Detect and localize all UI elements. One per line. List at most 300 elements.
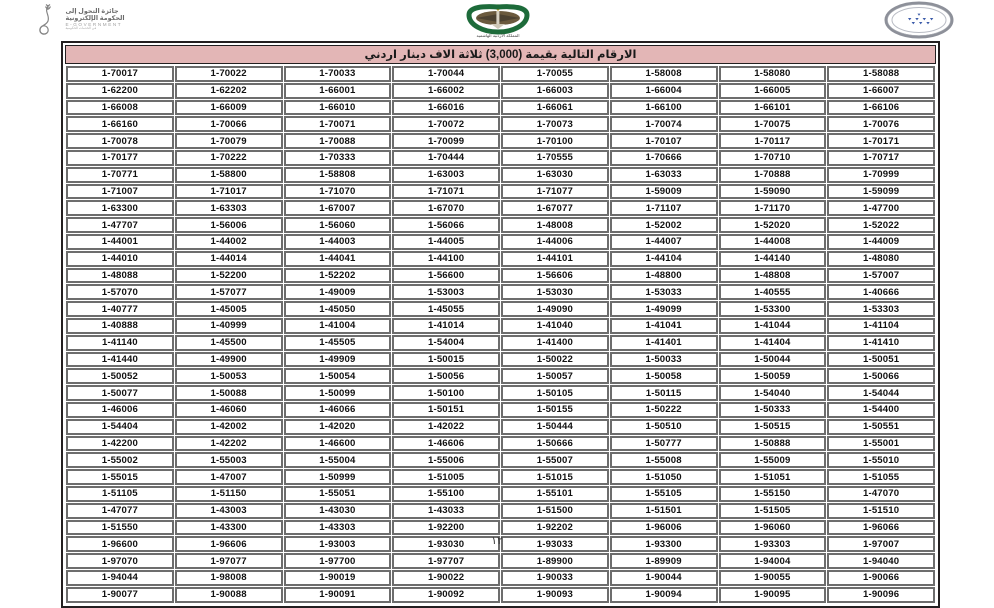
prize-number-cell: 1-50151 bbox=[392, 402, 500, 418]
prize-number-cell: 1-90088 bbox=[175, 587, 283, 603]
prize-number-cell: 1-47007 bbox=[175, 469, 283, 485]
prize-number-cell: 1-44009 bbox=[827, 234, 935, 250]
prize-number-cell: 1-50888 bbox=[719, 436, 827, 452]
jordan-coat-of-arms bbox=[452, 1, 544, 39]
prize-number-cell: 1-54040 bbox=[719, 385, 827, 401]
prize-number-cell: 1-90092 bbox=[392, 587, 500, 603]
prize-number-cell: 1-90022 bbox=[392, 570, 500, 586]
prize-number-cell: 1-70771 bbox=[66, 167, 174, 183]
prize-number-cell: 1-67077 bbox=[501, 200, 609, 216]
prize-number-cell: 1-66010 bbox=[284, 100, 392, 116]
prize-number-cell: 1-97700 bbox=[284, 553, 392, 569]
prize-number-cell: 1-45505 bbox=[284, 335, 392, 351]
prize-number-cell: 1-70888 bbox=[719, 167, 827, 183]
table-row bbox=[66, 251, 935, 267]
prize-number-cell: 1-50044 bbox=[719, 352, 827, 368]
table-row bbox=[66, 452, 935, 468]
prize-number-cell: 1-50053 bbox=[175, 368, 283, 384]
prize-number-cell: 1-66001 bbox=[284, 83, 392, 99]
prize-number-cell: 1-59090 bbox=[719, 184, 827, 200]
prize-number-cell: 1-70717 bbox=[827, 150, 935, 166]
prize-number-cell: 1-50551 bbox=[827, 419, 935, 435]
prize-number-cell: 1-40777 bbox=[66, 301, 174, 317]
prize-number-cell: 1-70710 bbox=[719, 150, 827, 166]
award-logo-line2: الحكومة الإلكترونية bbox=[65, 14, 125, 22]
prize-number-cell: 1-40888 bbox=[66, 318, 174, 334]
prize-number-cell: 1-47700 bbox=[827, 200, 935, 216]
table-title: الارقام التالية بقيمة (3,000) ثلاثة الاف دينار اردني bbox=[65, 45, 936, 64]
prize-number-cell: 1-51550 bbox=[66, 520, 174, 536]
prize-number-cell: 1-42200 bbox=[66, 436, 174, 452]
prize-number-cell: 1-44140 bbox=[719, 251, 827, 267]
prize-number-cell: 1-50077 bbox=[66, 385, 174, 401]
award-swirl-icon bbox=[35, 3, 61, 37]
prize-number-cell: 1-62202 bbox=[175, 83, 283, 99]
prize-number-cell: 1-96066 bbox=[827, 520, 935, 536]
table-row bbox=[66, 335, 935, 351]
prize-number-cell: 1-55051 bbox=[284, 486, 392, 502]
prize-number-cell: 1-97007 bbox=[827, 536, 935, 552]
prize-number-cell: 1-46060 bbox=[175, 402, 283, 418]
prize-number-cell: 1-50777 bbox=[610, 436, 718, 452]
prize-number-cell: 1-55004 bbox=[284, 452, 392, 468]
prize-number-cell: 1-58808 bbox=[284, 167, 392, 183]
prize-number-cell: 1-55008 bbox=[610, 452, 718, 468]
table-row bbox=[66, 301, 935, 317]
table-row bbox=[66, 167, 935, 183]
prize-number-cell: 1-48088 bbox=[66, 268, 174, 284]
prize-number-cell: 1-93303 bbox=[719, 536, 827, 552]
prize-number-cell: 1-55006 bbox=[392, 452, 500, 468]
prize-number-cell: 1-51055 bbox=[827, 469, 935, 485]
prize-number-cell: 1-50066 bbox=[827, 368, 935, 384]
prize-number-cell: 1-96060 bbox=[719, 520, 827, 536]
prize-number-cell: 1-70222 bbox=[175, 150, 283, 166]
prize-number-cell: 1-71170 bbox=[719, 200, 827, 216]
prize-number-cell: 1-71007 bbox=[66, 184, 174, 200]
prize-number-cell: 1-50057 bbox=[501, 368, 609, 384]
prize-number-cell: 1-50054 bbox=[284, 368, 392, 384]
prize-number-cell: 1-45500 bbox=[175, 335, 283, 351]
prize-number-cell: 1-66160 bbox=[66, 116, 174, 132]
prize-number-cell: 1-46600 bbox=[284, 436, 392, 452]
prize-number-cell: 1-54044 bbox=[827, 385, 935, 401]
prize-number-cell: 1-70073 bbox=[501, 116, 609, 132]
prize-number-cell: 1-53003 bbox=[392, 284, 500, 300]
prize-number-cell: 1-94004 bbox=[719, 553, 827, 569]
prize-number-cell: 1-41404 bbox=[719, 335, 827, 351]
table-row bbox=[66, 419, 935, 435]
prize-number-cell: 1-51510 bbox=[827, 503, 935, 519]
prize-number-cell: 1-44104 bbox=[610, 251, 718, 267]
prize-number-cell: 1-62200 bbox=[66, 83, 174, 99]
prize-number-cell: 1-97077 bbox=[175, 553, 283, 569]
prize-number-cell: 1-56060 bbox=[284, 217, 392, 233]
prize-number-cell: 1-70022 bbox=[175, 66, 283, 82]
prize-number-cell: 1-70074 bbox=[610, 116, 718, 132]
table-row bbox=[66, 150, 935, 166]
prize-number-cell: 1-70017 bbox=[66, 66, 174, 82]
prize-number-cell: 1-70088 bbox=[284, 133, 392, 149]
prize-number-cell: 1-45005 bbox=[175, 301, 283, 317]
table-row bbox=[66, 83, 935, 99]
prize-number-cell: 1-96006 bbox=[610, 520, 718, 536]
page-header bbox=[0, 0, 994, 40]
table-row bbox=[66, 66, 935, 82]
prize-number-cell: 1-67007 bbox=[284, 200, 392, 216]
prize-number-cell: 1-59099 bbox=[827, 184, 935, 200]
prize-number-cell: 1-63300 bbox=[66, 200, 174, 216]
prize-number-cell: 1-54004 bbox=[392, 335, 500, 351]
prize-number-cell: 1-63033 bbox=[610, 167, 718, 183]
prize-number-cell: 1-92200 bbox=[392, 520, 500, 536]
prize-number-cell: 1-58800 bbox=[175, 167, 283, 183]
table-row bbox=[66, 234, 935, 250]
prize-number-cell: 1-90093 bbox=[501, 587, 609, 603]
prize-number-cell: 1-44005 bbox=[392, 234, 500, 250]
prize-number-cell: 1-53300 bbox=[719, 301, 827, 317]
prize-number-cell: 1-70177 bbox=[66, 150, 174, 166]
table-row bbox=[66, 352, 935, 368]
prize-number-cell: 1-51105 bbox=[66, 486, 174, 502]
prize-number-cell: 1-55009 bbox=[719, 452, 827, 468]
prize-number-cell: 1-43300 bbox=[175, 520, 283, 536]
prize-number-cell: 1-50099 bbox=[284, 385, 392, 401]
prize-number-cell: 1-44007 bbox=[610, 234, 718, 250]
prize-number-cell: 1-70078 bbox=[66, 133, 174, 149]
prize-number-cell: 1-51051 bbox=[719, 469, 827, 485]
prize-number-cell: 1-51500 bbox=[501, 503, 609, 519]
prize-number-cell: 1-49900 bbox=[175, 352, 283, 368]
prize-number-cell: 1-43003 bbox=[175, 503, 283, 519]
prize-number-cell: 1-56066 bbox=[392, 217, 500, 233]
prize-number-cell: 1-70066 bbox=[175, 116, 283, 132]
prize-number-cell: 1-50056 bbox=[392, 368, 500, 384]
prize-number-cell: 1-94044 bbox=[66, 570, 174, 586]
prize-number-cell: 1-45055 bbox=[392, 301, 500, 317]
table-row bbox=[66, 553, 935, 569]
prize-number-cell: 1-50033 bbox=[610, 352, 718, 368]
prize-number-cell: 1-98008 bbox=[175, 570, 283, 586]
prize-number-cell: 1-50155 bbox=[501, 402, 609, 418]
table-row bbox=[66, 520, 935, 536]
award-logo-line4: في الخدمات الحكومية bbox=[65, 26, 97, 31]
prize-number-cell: 1-71071 bbox=[392, 184, 500, 200]
prize-number-cell: 1-52200 bbox=[175, 268, 283, 284]
prize-number-cell: 1-57077 bbox=[175, 284, 283, 300]
table-row bbox=[66, 503, 935, 519]
prize-number-cell: 1-90091 bbox=[284, 587, 392, 603]
prize-number-cell: 1-56606 bbox=[501, 268, 609, 284]
prize-number-cell: 1-70333 bbox=[284, 150, 392, 166]
table-row bbox=[66, 402, 935, 418]
prize-number-cell: 1-40555 bbox=[719, 284, 827, 300]
prize-number-cell: 1-55100 bbox=[392, 486, 500, 502]
prize-number-cell: 1-40666 bbox=[827, 284, 935, 300]
prize-number-cell: 1-50059 bbox=[719, 368, 827, 384]
prize-number-cell: 1-67070 bbox=[392, 200, 500, 216]
prize-number-cell: 1-71070 bbox=[284, 184, 392, 200]
prize-number-cell: 1-71077 bbox=[501, 184, 609, 200]
prize-number-cell: 1-49099 bbox=[610, 301, 718, 317]
prize-number-cell: 1-52022 bbox=[827, 217, 935, 233]
prize-number-cell: 1-97707 bbox=[392, 553, 500, 569]
prize-number-cell: 1-71107 bbox=[610, 200, 718, 216]
prize-number-cell: 1-44006 bbox=[501, 234, 609, 250]
prize-number-cell: 1-46006 bbox=[66, 402, 174, 418]
prize-number-cell: 1-53030 bbox=[501, 284, 609, 300]
prize-number-cell: 1-58088 bbox=[827, 66, 935, 82]
prize-number-cell: 1-93300 bbox=[610, 536, 718, 552]
prize-number-cell: 1-97070 bbox=[66, 553, 174, 569]
prize-number-cell: 1-42002 bbox=[175, 419, 283, 435]
prize-number-cell: 1-96606 bbox=[175, 536, 283, 552]
prize-number-cell: 1-46606 bbox=[392, 436, 500, 452]
prize-number-cell: 1-41410 bbox=[827, 335, 935, 351]
prize-number-cell: 1-50510 bbox=[610, 419, 718, 435]
prize-number-cell: 1-70999 bbox=[827, 167, 935, 183]
prize-number-cell: 1-50333 bbox=[719, 402, 827, 418]
prize-number-cell: 1-54400 bbox=[827, 402, 935, 418]
prize-number-cell: 1-47070 bbox=[827, 486, 935, 502]
prize-number-cell: 1-47077 bbox=[66, 503, 174, 519]
prize-number-cell: 1-48800 bbox=[610, 268, 718, 284]
prize-number-cell: 1-44002 bbox=[175, 234, 283, 250]
prize-number-cell: 1-47707 bbox=[66, 217, 174, 233]
prize-number-cell: 1-50088 bbox=[175, 385, 283, 401]
award-logo-line3: E-GOVERNMENT bbox=[65, 21, 123, 27]
prize-number-cell: 1-41104 bbox=[827, 318, 935, 334]
prize-number-cell: 1-66007 bbox=[827, 83, 935, 99]
prize-number-cell: 1-58008 bbox=[610, 66, 718, 82]
table-row bbox=[66, 486, 935, 502]
prize-number-cell: 1-44101 bbox=[501, 251, 609, 267]
prize-number-cell: 1-70072 bbox=[392, 116, 500, 132]
prize-number-cell: 1-41004 bbox=[284, 318, 392, 334]
prize-number-cell: 1-42202 bbox=[175, 436, 283, 452]
prize-numbers-table-frame bbox=[61, 41, 940, 608]
prize-number-cell: 1-66004 bbox=[610, 83, 718, 99]
prize-number-cell: 1-66061 bbox=[501, 100, 609, 116]
prize-number-cell: 1-50444 bbox=[501, 419, 609, 435]
prize-number-cell: 1-41400 bbox=[501, 335, 609, 351]
prize-number-cell: 1-56006 bbox=[175, 217, 283, 233]
prize-number-cell: 1-44100 bbox=[392, 251, 500, 267]
table-row bbox=[66, 318, 935, 334]
prize-number-cell: 1-70555 bbox=[501, 150, 609, 166]
prize-number-cell: 1-43033 bbox=[392, 503, 500, 519]
table-row bbox=[66, 100, 935, 116]
prize-number-cell: 1-63030 bbox=[501, 167, 609, 183]
prize-number-cell: 1-50058 bbox=[610, 368, 718, 384]
table-row bbox=[66, 368, 935, 384]
prize-number-cell: 1-96600 bbox=[66, 536, 174, 552]
prize-number-cell: 1-50666 bbox=[501, 436, 609, 452]
prize-number-cell: 1-92202 bbox=[501, 520, 609, 536]
prize-number-cell: 1-51505 bbox=[719, 503, 827, 519]
prize-number-cell: 1-70100 bbox=[501, 133, 609, 149]
prize-number-cell: 1-50115 bbox=[610, 385, 718, 401]
prize-number-cell: 1-70033 bbox=[284, 66, 392, 82]
prize-number-cell: 1-93033 bbox=[501, 536, 609, 552]
prize-number-cell: 1-57070 bbox=[66, 284, 174, 300]
prize-number-cell: 1-41041 bbox=[610, 318, 718, 334]
prize-number-cell: 1-48808 bbox=[719, 268, 827, 284]
prize-number-cell: 1-70075 bbox=[719, 116, 827, 132]
prize-number-cell: 1-51015 bbox=[501, 469, 609, 485]
prize-number-cell: 1-55150 bbox=[719, 486, 827, 502]
prize-number-cell: 1-55015 bbox=[66, 469, 174, 485]
prize-number-cell: 1-55101 bbox=[501, 486, 609, 502]
prize-number-cell: 1-51005 bbox=[392, 469, 500, 485]
prize-number-cell: 1-51050 bbox=[610, 469, 718, 485]
prize-number-cell: 1-44014 bbox=[175, 251, 283, 267]
prize-number-cell: 1-90095 bbox=[719, 587, 827, 603]
award-logo-line1: جائزة التحول إلى bbox=[65, 8, 119, 16]
prize-number-cell: 1-90094 bbox=[610, 587, 718, 603]
table-row bbox=[66, 284, 935, 300]
prize-numbers-table bbox=[65, 65, 936, 604]
prize-number-cell: 1-51150 bbox=[175, 486, 283, 502]
circular-institution-seal bbox=[880, 1, 958, 39]
prize-number-cell: 1-40999 bbox=[175, 318, 283, 334]
prize-number-cell: 1-50015 bbox=[392, 352, 500, 368]
prize-number-cell: 1-41401 bbox=[610, 335, 718, 351]
prize-number-cell: 1-46066 bbox=[284, 402, 392, 418]
prize-number-cell: 1-66016 bbox=[392, 100, 500, 116]
table-row bbox=[66, 436, 935, 452]
table-row bbox=[66, 217, 935, 233]
prize-number-cell: 1-70071 bbox=[284, 116, 392, 132]
prize-number-cell: 1-42020 bbox=[284, 419, 392, 435]
prize-number-cell: 1-44010 bbox=[66, 251, 174, 267]
prize-number-cell: 1-42022 bbox=[392, 419, 500, 435]
prize-number-cell: 1-55010 bbox=[827, 452, 935, 468]
prize-numbers-table-body bbox=[66, 66, 935, 603]
prize-number-cell: 1-48080 bbox=[827, 251, 935, 267]
prize-number-cell: 1-43030 bbox=[284, 503, 392, 519]
prize-number-cell: 1-50022 bbox=[501, 352, 609, 368]
prize-number-cell: 1-94040 bbox=[827, 553, 935, 569]
table-row bbox=[66, 570, 935, 586]
prize-number-cell: 1-48008 bbox=[501, 217, 609, 233]
prize-number-cell: 1-50515 bbox=[719, 419, 827, 435]
prize-number-cell: 1-49909 bbox=[284, 352, 392, 368]
prize-number-cell: 1-70171 bbox=[827, 133, 935, 149]
prize-number-cell: 1-66003 bbox=[501, 83, 609, 99]
prize-number-cell: 1-66008 bbox=[66, 100, 174, 116]
prize-number-cell: 1-44001 bbox=[66, 234, 174, 250]
prize-number-cell: 1-44008 bbox=[719, 234, 827, 250]
prize-number-cell: 1-41014 bbox=[392, 318, 500, 334]
prize-number-cell: 1-93030 bbox=[392, 536, 500, 552]
prize-number-cell: 1-89900 bbox=[501, 553, 609, 569]
table-row bbox=[66, 184, 935, 200]
prize-number-cell: 1-55105 bbox=[610, 486, 718, 502]
table-row bbox=[66, 133, 935, 149]
prize-number-cell: 1-52202 bbox=[284, 268, 392, 284]
prize-number-cell: 1-70055 bbox=[501, 66, 609, 82]
prize-number-cell: 1-70076 bbox=[827, 116, 935, 132]
prize-number-cell: 1-90055 bbox=[719, 570, 827, 586]
prize-number-cell: 1-70666 bbox=[610, 150, 718, 166]
prize-number-cell: 1-66009 bbox=[175, 100, 283, 116]
prize-number-cell: 1-53033 bbox=[610, 284, 718, 300]
table-row bbox=[66, 469, 935, 485]
prize-number-cell: 1-51501 bbox=[610, 503, 718, 519]
table-row bbox=[66, 587, 935, 603]
prize-number-cell: 1-57007 bbox=[827, 268, 935, 284]
prize-number-cell: 1-70079 bbox=[175, 133, 283, 149]
prize-number-cell: 1-49090 bbox=[501, 301, 609, 317]
prize-number-cell: 1-90096 bbox=[827, 587, 935, 603]
prize-number-cell: 1-41140 bbox=[66, 335, 174, 351]
prize-number-cell: 1-90066 bbox=[827, 570, 935, 586]
prize-number-cell: 1-55001 bbox=[827, 436, 935, 452]
prize-number-cell: 1-70099 bbox=[392, 133, 500, 149]
prize-number-cell: 1-49009 bbox=[284, 284, 392, 300]
table-row bbox=[66, 116, 935, 132]
prize-number-cell: 1-93003 bbox=[284, 536, 392, 552]
prize-number-cell: 1-90033 bbox=[501, 570, 609, 586]
prize-number-cell: 1-66005 bbox=[719, 83, 827, 99]
table-row bbox=[66, 200, 935, 216]
prize-number-cell: 1-70444 bbox=[392, 150, 500, 166]
prize-number-cell: 1-66002 bbox=[392, 83, 500, 99]
prize-number-cell: 1-63003 bbox=[392, 167, 500, 183]
prize-number-cell: 1-55003 bbox=[175, 452, 283, 468]
prize-number-cell: 1-59009 bbox=[610, 184, 718, 200]
prize-number-cell: 1-50051 bbox=[827, 352, 935, 368]
prize-number-cell: 1-66101 bbox=[719, 100, 827, 116]
prize-number-cell: 1-50222 bbox=[610, 402, 718, 418]
table-row bbox=[66, 385, 935, 401]
prize-number-cell: 1-66100 bbox=[610, 100, 718, 116]
prize-number-cell: 1-63303 bbox=[175, 200, 283, 216]
prize-number-cell: 1-52020 bbox=[719, 217, 827, 233]
prize-number-cell: 1-50100 bbox=[392, 385, 500, 401]
prize-number-cell: 1-41040 bbox=[501, 318, 609, 334]
prize-number-cell: 1-71017 bbox=[175, 184, 283, 200]
prize-number-cell: 1-89909 bbox=[610, 553, 718, 569]
prize-number-cell: 1-56600 bbox=[392, 268, 500, 284]
prize-number-cell: 1-44003 bbox=[284, 234, 392, 250]
prize-number-cell: 1-54404 bbox=[66, 419, 174, 435]
prize-number-cell: 1-53303 bbox=[827, 301, 935, 317]
prize-number-cell: 1-55002 bbox=[66, 452, 174, 468]
prize-number-cell: 1-55007 bbox=[501, 452, 609, 468]
prize-number-cell: 1-52002 bbox=[610, 217, 718, 233]
prize-number-cell: 1-70107 bbox=[610, 133, 718, 149]
prize-number-cell: 1-70117 bbox=[719, 133, 827, 149]
prize-number-cell: 1-43303 bbox=[284, 520, 392, 536]
prize-number-cell: 1-50999 bbox=[284, 469, 392, 485]
prize-number-cell: 1-90019 bbox=[284, 570, 392, 586]
prize-number-cell: 1-44041 bbox=[284, 251, 392, 267]
e-government-transformation-award-logo bbox=[14, 2, 146, 38]
prize-number-cell: 1-41044 bbox=[719, 318, 827, 334]
prize-number-cell: 1-50105 bbox=[501, 385, 609, 401]
prize-number-cell: 1-70044 bbox=[392, 66, 500, 82]
prize-number-cell: 1-45050 bbox=[284, 301, 392, 317]
page-number: ١٢ bbox=[491, 534, 503, 547]
prize-number-cell: 1-66106 bbox=[827, 100, 935, 116]
prize-number-cell: 1-50052 bbox=[66, 368, 174, 384]
table-row bbox=[66, 268, 935, 284]
prize-number-cell: 1-90077 bbox=[66, 587, 174, 603]
svg-text:المملكة الأردنية الهاشمية: المملكة الأردنية الهاشمية bbox=[476, 33, 520, 38]
prize-number-cell: 1-58080 bbox=[719, 66, 827, 82]
